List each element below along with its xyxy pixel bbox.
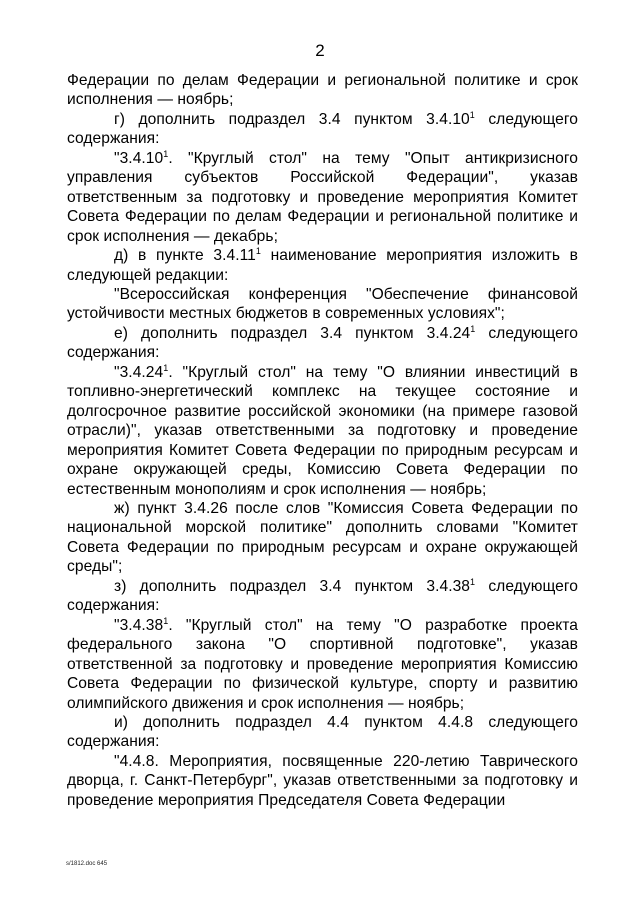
paragraph: д) в пункте 3.4.11$^1$ наименование мероприятия изложить в следующей редакции: xyxy=(67,246,578,284)
file-footer: s/1812.doc 645 xyxy=(66,861,108,867)
page-number: 2 xyxy=(315,41,325,60)
paragraph: з) дополнить подраздел 3.4 пунктом 3.4.38$^1$ следующего содержания: xyxy=(67,576,578,615)
paragraph: "3.4.38$^1$. "Круглый стол" на тему "О разработке проекта федерального закона "О спортивной подготовке", указав ответственной за подготовку и проведение мероприятия Комиссию Совета Федерации по физической культуре, спорту и развитию олимпийского движения и срок исполнения — ноябрь; xyxy=(67,615,578,712)
paragraph: "3.4.10$^1$. "Круглый стол" на тему "Опыт антикризисного управления субъектов Российской Федерации", указав ответственным за подготовку и проведение мероприятия Комитет Совета Федерации по делам Федерации и региональной политике и срок исполнения — декабрь; xyxy=(67,148,578,245)
paragraph: г) дополнить подраздел 3.4 пунктом 3.4.10$^1$ следующего содержания: xyxy=(67,109,578,148)
paragraph: ж) пункт 3.4.26 после слов "Комиссия Совета Федерации по национальной морской политике" дополнить словами "Комитет Совета Федерации по природным ресурсам и охране окружающей среды"; xyxy=(67,499,578,576)
document-body xyxy=(67,71,578,810)
paragraph: "3.4.24$^1$. "Круглый стол" на тему "О влиянии инвестиций в топливно-энергетический комплекс на текущее состояние и долгосрочное развитие российской экономики (на примере газовой отрасли)", указав ответственными за подготовку и проведение мероприятия Комитет Совета Федерации по природным ресурсам и охране окружающей среды, Комиссию Совета Федерации по естественным монополиям и срок исполнения — ноябрь; xyxy=(67,362,578,498)
paragraph: Федерации по делам Федерации и региональной политике и срок исполнения — ноябрь; xyxy=(67,72,578,109)
paragraph: "Всероссийская конференция "Обеспечение финансовой устойчивости местных бюджетов в современных условиях"; xyxy=(67,285,578,323)
paragraph: "4.4.8. Мероприятия, посвященные 220-летию Таврического дворца, г. Санкт-Петербург", указав ответственными за подготовку и проведение мероприятия Председателя Совета Федерации xyxy=(67,752,578,809)
paragraph: е) дополнить подраздел 3.4 пунктом 3.4.24$^1$ следующего содержания: xyxy=(67,323,578,362)
paragraph: и) дополнить подраздел 4.4 пунктом 4.4.8 следующего содержания: xyxy=(67,713,578,751)
